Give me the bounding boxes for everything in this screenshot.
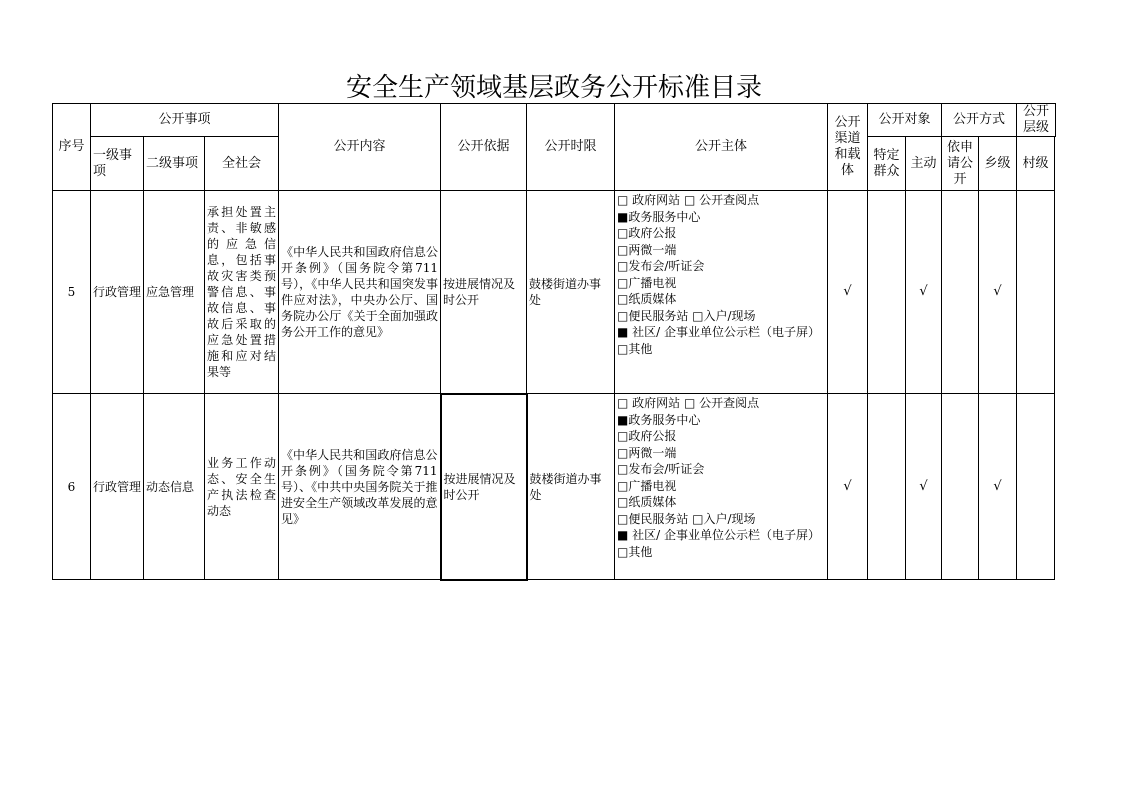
channel-item: □纸质媒体 — [617, 495, 677, 509]
channel-item: □ 政府网站 □ 公开查阅点 — [617, 396, 760, 410]
check-all-society: √ — [828, 191, 868, 394]
header-specific: 特定群众 — [868, 137, 906, 191]
header-active: 主动 — [906, 137, 942, 191]
channel-item: □广播电视 — [617, 478, 677, 493]
check-township: √ — [979, 191, 1017, 394]
header-village: 村级 — [1017, 137, 1055, 191]
header-subject: 公开主体 — [615, 104, 828, 191]
row-channels — [615, 394, 828, 580]
channel-item: □发布会/听证会 — [617, 259, 705, 273]
table-row — [53, 191, 1056, 394]
row-basis: 《中华人民共和国政府信息公开条例》（国务院令第711号）、《中共中央国务院关于推进安全生产领域改革发展的意见》 — [279, 394, 441, 580]
row-content: 业务工作动态、安全生产执法检查动态 — [205, 394, 279, 580]
channel-item: □其他 — [617, 341, 653, 356]
channel-item: □政府公报 — [617, 226, 677, 240]
row-subject: 鼓楼街道办事处 — [527, 191, 615, 394]
header-level2: 二级事项 — [144, 137, 205, 191]
header-content: 公开内容 — [279, 104, 441, 191]
channel-item: □便民服务站 □入户/现场 — [617, 308, 756, 323]
check-specific — [868, 394, 906, 580]
row-seq: 5 — [53, 191, 91, 394]
check-on-request — [942, 191, 979, 394]
catalog-table — [52, 103, 1056, 581]
row-subject: 鼓楼街道办事处 — [527, 394, 615, 580]
header-channel: 公开渠道和载体 — [828, 104, 868, 191]
row-channels — [615, 191, 828, 394]
channel-item: □其他 — [617, 544, 653, 559]
channel-item: □两微一端 — [617, 445, 677, 460]
check-specific — [868, 191, 906, 394]
channel-item: □ 政府网站 □ 公开查阅点 — [617, 193, 760, 207]
row-level1: 行政管理 — [91, 394, 144, 580]
header-on-request: 依申请公开 — [942, 137, 979, 191]
row-basis: 《中华人民共和国政府信息公开条例》（国务院令第711号），《中华人民共和国突发事件应对法》，中央办公厅、国务院办公厅《关于全面加强政务公开工作的意见》 — [279, 191, 441, 394]
channel-item: ■ 社区/ 企事业单位公示栏（电子屏） — [617, 325, 821, 339]
check-on-request — [942, 394, 979, 580]
channel-item: □两微一端 — [617, 242, 677, 257]
header-group-method: 公开方式 — [942, 104, 1017, 137]
row-time-selected-cell[interactable]: 按进展情况及时公开 — [441, 394, 527, 580]
channel-item: ■政务服务中心 — [617, 412, 701, 427]
check-township: √ — [979, 394, 1017, 580]
header-group-target: 公开对象 — [868, 104, 942, 137]
channel-item: ■ 社区/ 企事业单位公示栏（电子屏） — [617, 528, 821, 542]
channel-item: ■政务服务中心 — [617, 209, 701, 224]
header-group-items: 公开事项 — [91, 104, 279, 137]
check-active: √ — [906, 191, 942, 394]
header-seq: 序号 — [53, 104, 91, 191]
channel-item: □政府公报 — [617, 429, 677, 443]
header-group-level: 公开层级 — [1017, 104, 1056, 137]
row-content: 承担处置主责、非敏感的应急信息，包括事故灾害类预警信息、事故信息、事故后采取的应急处置措施和应对结果等 — [205, 191, 279, 394]
table-row — [53, 394, 1056, 580]
page-title: 安全生产领域基层政务公开标准目录 — [345, 73, 762, 103]
channel-item: □广播电视 — [617, 275, 677, 290]
channel-item: □便民服务站 □入户/现场 — [617, 511, 756, 526]
header-all-society: 全社会 — [205, 137, 279, 191]
header-basis: 公开依据 — [441, 104, 527, 191]
check-active: √ — [906, 394, 942, 580]
check-all-society: √ — [828, 394, 868, 580]
row-level1: 行政管理 — [91, 191, 144, 394]
check-village — [1017, 394, 1055, 580]
channel-item: □发布会/听证会 — [617, 462, 705, 476]
row-time: 按进展情况及时公开 — [441, 191, 527, 394]
header-time: 公开时限 — [527, 104, 615, 191]
check-village — [1017, 191, 1055, 394]
row-level2: 应急管理 — [144, 191, 205, 394]
row-seq: 6 — [53, 394, 91, 580]
channel-item: □纸质媒体 — [617, 292, 677, 306]
row-level2: 动态信息 — [144, 394, 205, 580]
header-township: 乡级 — [979, 137, 1017, 191]
header-level1: 一级事项 — [91, 137, 144, 191]
